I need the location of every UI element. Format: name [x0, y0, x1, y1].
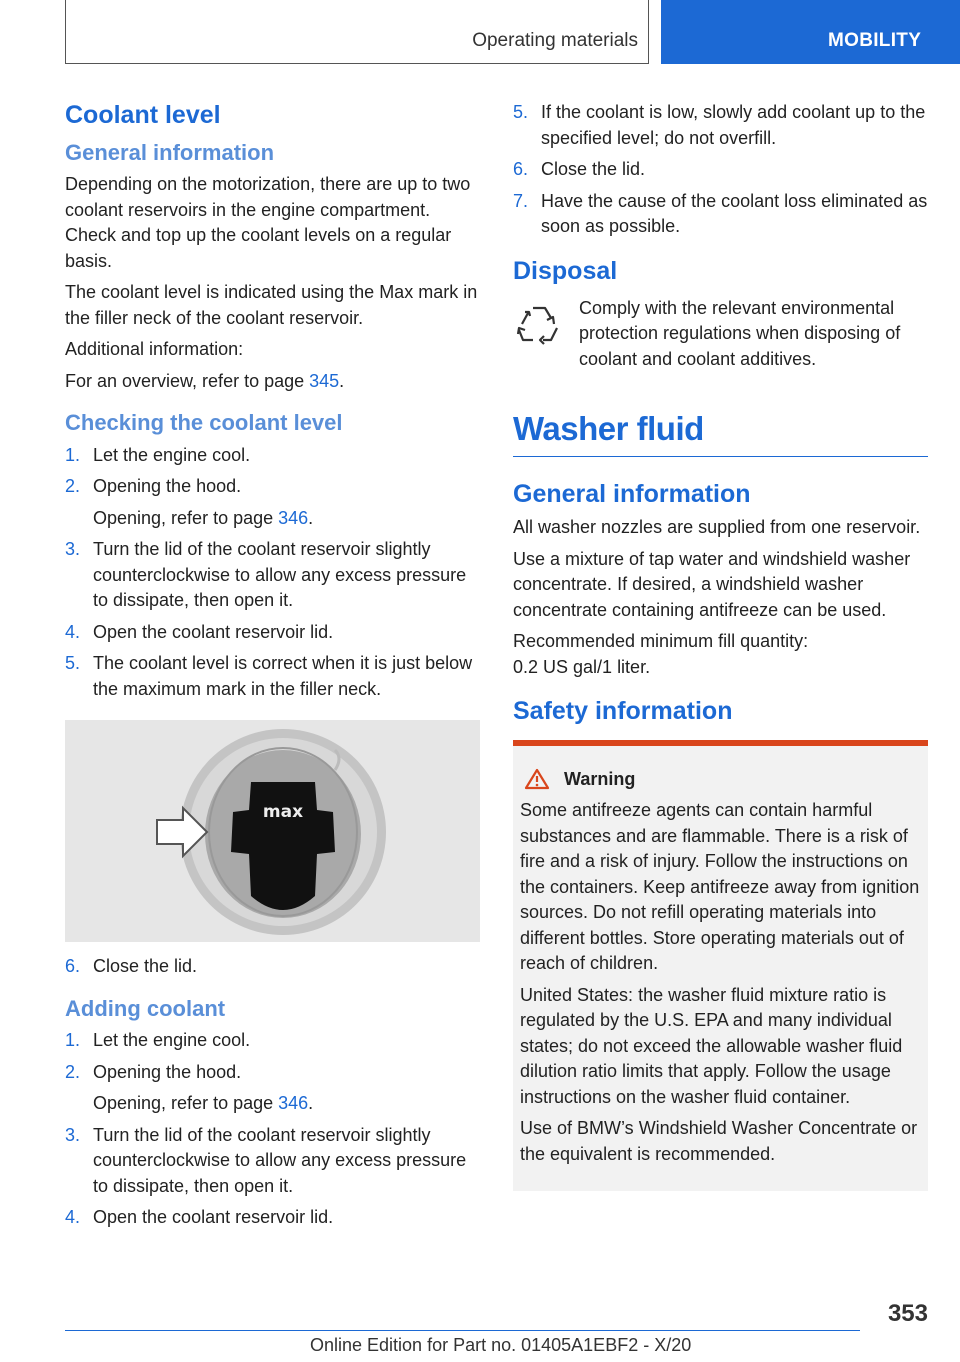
list-item: 3. Turn the lid of the coolant reservoir slightly counterclockwise to allow any excess pressure to dissipate, then open it. [65, 1124, 467, 1196]
adding-steps [65, 1028, 480, 1231]
warning-paragraph: Some antifreeze agents can contain harmful substances and are flammable. There is a risk of fire and a risk of injury. Follow the instructions on the containers. Keep antifreeze away from ignition sources. Do not refill operating materials into different bottles. Store operating materials out of reach of children. [520, 800, 920, 973]
disposal-text: Comply with the relevant environmental protection regulations when disposing of coolant and coolant additives. [579, 297, 901, 369]
checking-heading: Checking the coolant level [65, 410, 343, 436]
checking-step-6 [65, 954, 480, 980]
list-item: 6. Close the lid. [513, 159, 646, 179]
page-link-345[interactable]: 345 [309, 370, 340, 391]
warning-paragraph: Use of BMW’s Windshield Washer Concentrate or the equivalent is recommended. [520, 1118, 918, 1164]
list-item: 5. The coolant level is correct when it is just below the maximum mark in the filler neck. [65, 653, 473, 699]
recycle-icon [513, 296, 579, 379]
general-paragraph: Additional information: [65, 339, 244, 360]
max-mark: max [262, 802, 304, 823]
footer-edition: Online Edition for Part no. 01405A1EBF2 - X/20 [310, 1335, 692, 1355]
list-item: 4. Open the coolant reservoir lid. [65, 1207, 334, 1228]
page-number: 353 [887, 1300, 928, 1327]
list-item: 2. Opening the hood. Opening, refer to page 346. [65, 1061, 314, 1114]
general-paragraph: Depending on the motorization, there are up to two coolant reservoirs in the engine compartment. Check and top up the coolant levels on a regular basis. [65, 174, 471, 271]
disposal-block [513, 296, 928, 379]
general-paragraph: The coolant level is indicated using the Max mark in the filler neck of the coolant reservoir. [65, 282, 478, 328]
coolant-cap-illustration [65, 720, 480, 942]
list-item: 5. If the coolant is low, slowly add coolant up to the specified level; do not overfill. [513, 102, 926, 148]
washer-paragraph: All washer nozzles are supplied from one reservoir. [513, 517, 921, 537]
warning-header [520, 768, 920, 790]
list-item: 1. Let the engine cool. [65, 444, 251, 465]
warning-box [513, 740, 928, 1191]
list-item: 6. Close the lid. [65, 956, 198, 977]
adding-coolant-heading: Adding coolant [65, 995, 226, 1021]
washer-general-heading: General information [513, 480, 751, 508]
footer-divider [65, 1330, 860, 1331]
warning-paragraph: United States: the washer fluid mixture ratio is regulated by the U.S. EPA and many individual states; do not exceed the allowable washer fluid dilution ratio limits that apply. Follow the usage instructions on the washer fluid container. [520, 984, 903, 1107]
header-tab-mobility[interactable]: MOBILITY [661, 0, 960, 64]
washer-fluid-title: Washer fluid [513, 410, 928, 457]
general-info-heading: General information [65, 140, 275, 165]
warning-label: Warning [564, 768, 636, 789]
overview-reference: For an overview, refer to page 345. [65, 370, 345, 391]
list-item: 3. Turn the lid of the coolant reservoir slightly counterclockwise to allow any excess pressure to dissipate, then open it. [65, 539, 467, 611]
adding-steps-continued [513, 100, 928, 240]
disposal-heading: Disposal [513, 256, 618, 285]
page-link-346[interactable]: 346 [278, 507, 309, 528]
left-column [65, 100, 480, 1237]
list-item: 7. Have the cause of the coolant loss eliminated as soon as possible. [513, 190, 928, 236]
coolant-level-title: Coolant level [65, 101, 221, 129]
page-link-346[interactable]: 346 [278, 1093, 309, 1114]
checking-steps [65, 443, 480, 703]
warning-triangle-icon [524, 768, 550, 790]
header-section-title: Operating materials [472, 30, 638, 51]
fill-quantity: Recommended minimum fill quantity: 0.2 US gal/1 liter. [513, 631, 809, 677]
list-item: 4. Open the coolant reservoir lid. [65, 621, 334, 642]
safety-info-heading: Safety information [513, 697, 733, 725]
right-column [513, 100, 928, 1191]
coolant-reservoir-figure [65, 720, 480, 942]
list-item: 2. Opening the hood. Opening, refer to page 346. [65, 476, 314, 528]
list-item: 1. Let the engine cool. [65, 1030, 251, 1051]
washer-paragraph: Use a mixture of tap water and windshield washer concentrate. If desired, a windshield washer concentrate containing antifreeze can be used. [513, 548, 911, 620]
